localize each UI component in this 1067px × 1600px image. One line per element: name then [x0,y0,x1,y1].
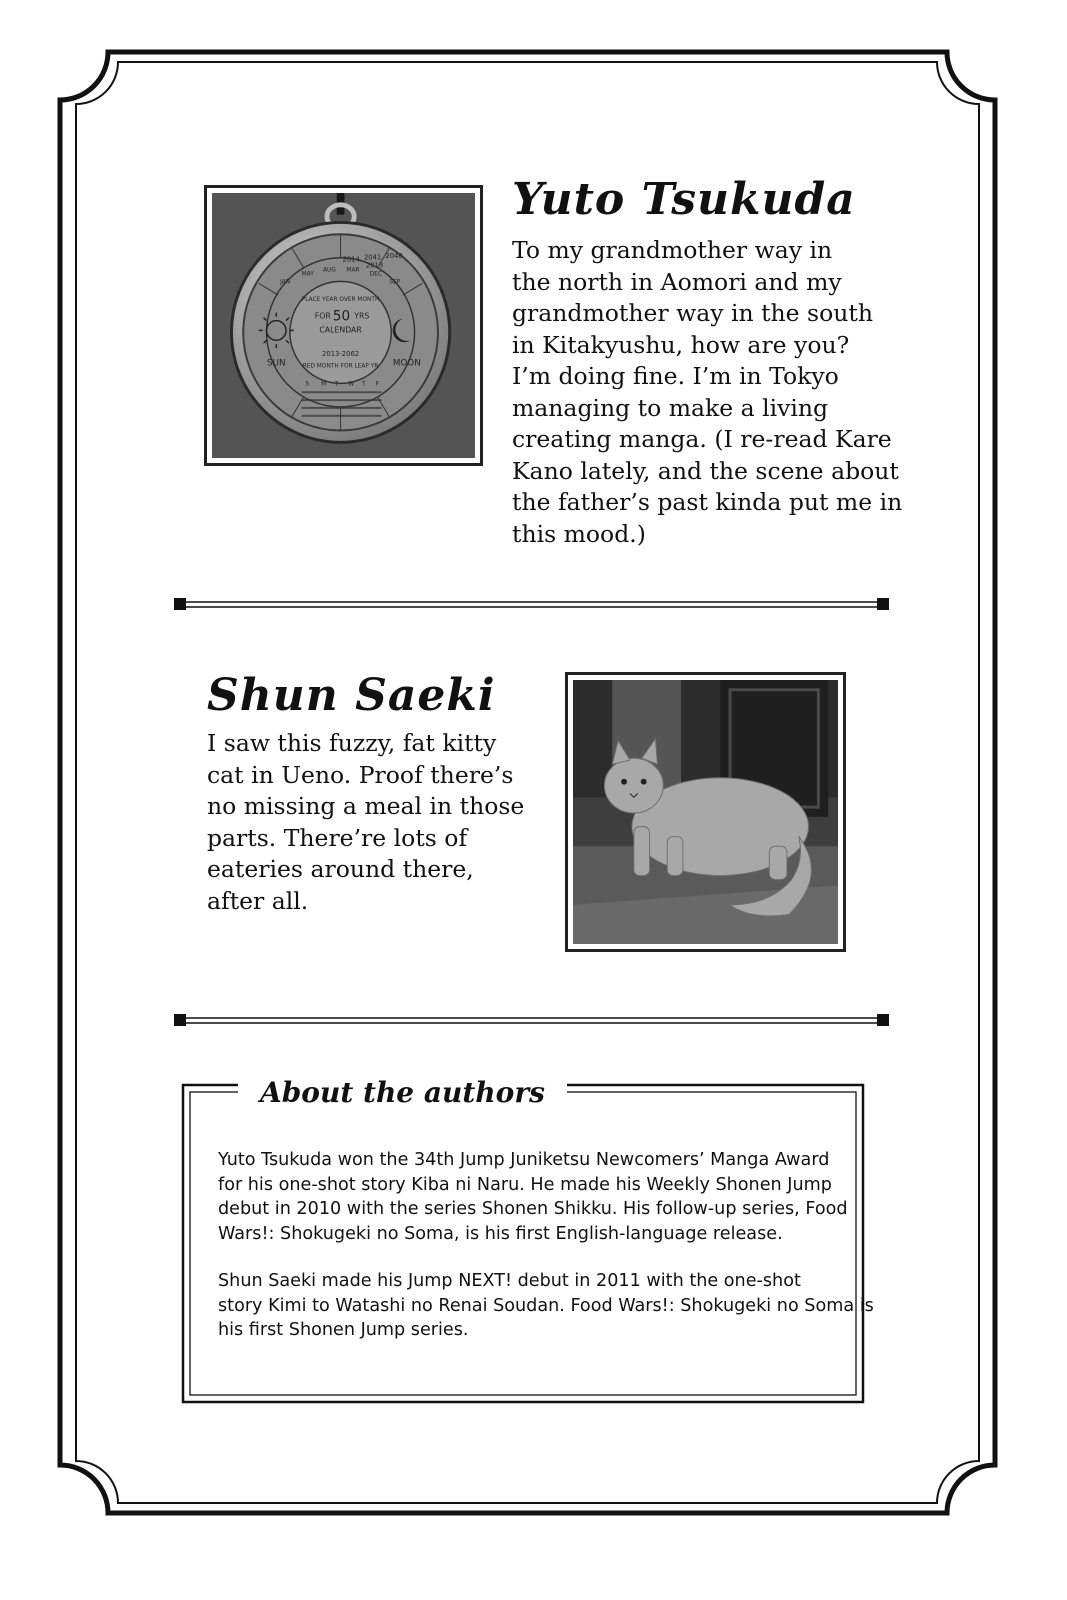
comment-line: parts. There’re lots of [207,823,468,852]
calendar-weekday-6: F [375,381,380,388]
calendar-weekday-3: T [334,381,339,388]
comment-line: no missing a meal in those [207,792,525,820]
calendar-month-2: MAY [301,271,314,278]
calendar-year-3: 2040 [385,251,403,260]
comment-line: I’m doing fine. I’m in Tokyo [512,362,839,390]
comment-line: eateries around there, [207,855,474,883]
calendar-weekday-2: M [321,381,327,388]
comment-line: grandmother way in the south [512,299,873,327]
author-comment-yuto-tsukuda [512,235,902,550]
about-paragraph-saeki [218,1269,874,1343]
comment-line: after all. [207,886,309,915]
calendar-year-1: 2014 [342,255,360,264]
calendar-for: FOR [314,311,331,321]
comment-line: managing to make a living [512,393,829,422]
calendar-month-4: MAR [346,267,360,274]
about-paragraph-tsukuda [218,1148,848,1246]
section-divider-1 [174,598,889,610]
calendar-label: CALENDAR [319,325,362,335]
about-line: for his one-shot story Kiba ni Naru. He made his Weekly Shonen Jump [218,1174,832,1195]
calendar-fifty: 50 [332,308,351,325]
comment-line: creating manga. (I re-read Kare [512,425,892,453]
calendar-month-3: AUG [323,267,336,274]
calendar-bottom-arc: RED MONTH FOR LEAP YR [302,363,379,370]
calendar-month-1: JAN [280,279,291,286]
about-line: Wars!: Shokugeki no Soma, is his first English-language release. [218,1223,783,1244]
calendar-month-6: SEP [389,279,401,286]
about-line: story Kimi to Watashi no Renai Soudan. Food Wars!: Shokugeki no Soma is [218,1295,874,1316]
calendar-weekday-5: T [362,381,366,388]
author-name-yuto-tsukuda: Yuto Tsukuda [512,174,856,225]
about-line: his first Shonen Jump series. [218,1320,469,1340]
calendar-range: 2013-2062 [322,349,360,358]
comment-line: Kano lately, and the scene about [512,456,899,485]
about-authors-title: About the authors [238,1076,567,1109]
calendar-year-2: 2041 [363,253,382,262]
calendar-top-arc: PLACE YEAR OVER MONTH [301,296,380,303]
comment-line: the father’s past kinda put me in [512,488,903,516]
calendar-month-5: DEC [369,271,383,278]
cat-photo [565,672,846,952]
comment-line: I saw this fuzzy, fat kitty [207,729,497,757]
about-line: debut in 2010 with the series Shonen Shikku. His follow-up series, Food [218,1199,848,1219]
calendar-year-4: 2013 [365,261,384,270]
calendar-moon-label: MOON [392,358,421,369]
comment-line: cat in Ueno. Proof there’s [207,760,514,789]
calendar-weekday-1: S [305,381,310,388]
about-line: Shun Saeki made his Jump NEXT! debut in 2011 with the one-shot [218,1271,801,1291]
comment-line: in Kitakyushu, how are you? [512,330,850,359]
calendar-weekday-4: W [348,381,355,388]
author-comment-shun-saeki [207,728,524,917]
author-name-shun-saeki: Shun Saeki [207,670,496,721]
comment-line: To my grandmother way in [512,236,833,264]
about-line: Yuto Tsukuda won the 34th Jump Juniketsu Newcomers’ Manga Award [218,1150,830,1170]
calendar-yrs: YRS [354,311,370,321]
comment-line: this mood.) [512,519,646,548]
section-divider-2 [174,1014,889,1026]
calendar-sun-label: SUN [267,358,286,369]
perpetual-calendar-photo [204,185,483,466]
comment-line: the north in Aomori and my [512,267,842,296]
